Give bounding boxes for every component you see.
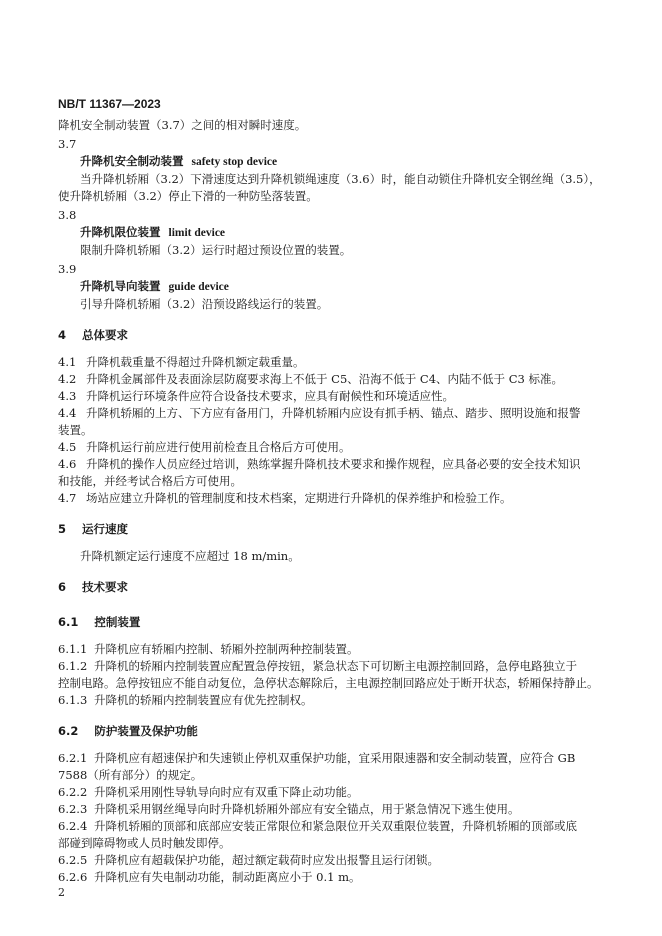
- clause-item: [58, 658, 610, 675]
- clause-text: 升降机轿厢的顶部和底部应安装正常限位和紧急限位开关双重限位装置，升降机轿厢的顶部或底: [94, 819, 577, 833]
- clause-number: 6.2.3: [58, 802, 88, 816]
- clause-item: [58, 371, 610, 388]
- clause-number: 6.1.3: [58, 693, 88, 707]
- clause-number: 6.2.1: [58, 751, 88, 765]
- clause-text: 升降机的轿厢内控制装置应配置急停按钮，紧急状态下可切断主电源控制回路，急停电路独立于: [94, 659, 577, 673]
- clause-item: [58, 784, 610, 801]
- clause-text: 升降机应有轿厢内控制、轿厢外控制两种控制装置。: [94, 642, 359, 656]
- clause-item: [58, 405, 610, 422]
- term-title: [80, 224, 610, 242]
- term-number: 3.8: [58, 208, 77, 222]
- section-6-1-heading: 6.1 控制装置: [58, 615, 141, 629]
- clause-item: [58, 852, 610, 869]
- section-6-heading: 6 技术要求: [58, 580, 129, 594]
- clause-text: 升降机载重量不得超过升降机额定载重量。: [86, 355, 305, 369]
- term-title: [80, 278, 610, 296]
- term-definition: 限制升降机轿厢（3.2）运行时超过预设位置的装置。: [80, 243, 352, 257]
- clause-number: 6.1.1: [58, 642, 88, 656]
- section-5-heading: 5 运行速度: [58, 522, 129, 536]
- term-number: 3.9: [58, 262, 77, 276]
- clause-item: [58, 692, 610, 709]
- terms-section: [58, 136, 610, 313]
- clause-number: 6.2.2: [58, 785, 88, 799]
- term-definition: 引导升降机轿厢（3.2）沿预设路线运行的装置。: [80, 297, 329, 311]
- clause-item: [58, 388, 610, 405]
- clause-item: [58, 818, 610, 835]
- clause-number: 4.3: [58, 389, 77, 403]
- page-number: 2: [58, 886, 65, 899]
- intro-line: 降机安全制动装置（3.7）之间的相对瞬时速度。: [58, 118, 307, 132]
- term-title: [80, 153, 610, 171]
- clause-text-continued: 控制电路。急停按钮应不能自动复位，急停状态解除后，主电源控制回路应处于断开状态，轿厢保持静止。: [58, 676, 599, 690]
- term-title-en: limit device: [168, 227, 226, 239]
- clause-text-continued: 装置。: [58, 423, 93, 437]
- clause-text: 升降机应有超速保护和失速锁止停机双重保护功能，宜采用限速器和安全制动装置，应符合 GB: [94, 751, 576, 765]
- clause-number: 6.1.2: [58, 659, 88, 673]
- clause-text: 升降机运行环境条件应符合设备技术要求，应具有耐候性和环境适应性。: [86, 389, 454, 403]
- clause-number: 4.7: [58, 491, 77, 505]
- clause-number: 4.6: [58, 457, 77, 471]
- clause-item: [58, 354, 610, 371]
- clause-text: 场站应建立升降机的管理制度和技术档案，定期进行升降机的保养维护和检验工作。: [86, 491, 512, 505]
- term-number: 3.7: [58, 137, 77, 151]
- standard-header: NB/T 11367—2023: [58, 97, 161, 111]
- clause-text: 升降机采用刚性导轨导向时应有双重下降止动功能。: [94, 785, 359, 799]
- clause-number: 4.4: [58, 406, 77, 420]
- clause-text: 升降机轿厢的上方、下方应有备用门，升降机轿厢内应设有抓手柄、锚点、踏步、照明设施和报警: [86, 406, 581, 420]
- clause-text: 升降机金属部件及表面涂层防腐要求海上不低于 C5、沿海不低于 C4、内陆不低于 C3 标准。: [86, 372, 563, 386]
- term-title-cn: 升降机导向装置: [80, 279, 161, 293]
- clause-number: 6.2.4: [58, 819, 88, 833]
- clause-number: 4.5: [58, 440, 77, 454]
- clause-item: [58, 490, 610, 507]
- clause-text: 升降机采用钢丝绳导向时升降机轿厢外部应有安全锚点，用于紧急情况下逃生使用。: [94, 802, 520, 816]
- term-title-en: safety stop device: [191, 156, 278, 168]
- term-title-cn: 升降机安全制动装置: [80, 154, 184, 168]
- clause-number: 6.2.6: [58, 870, 88, 884]
- term-definition: 当升降机轿厢（3.2）下滑速度达到升降机锁绳速度（3.6）时，能自动锁住升降机安全钢丝绳（3.5），: [80, 172, 601, 186]
- term-definition: 使升降机轿厢（3.2）停止下滑的一种防坠落装置。: [58, 189, 318, 203]
- section-5-text: 升降机额定运行速度不应超过 18 m/min。: [80, 549, 300, 563]
- document-page: [58, 96, 610, 886]
- section-6-2-items: [58, 750, 610, 886]
- section-4-items: [58, 354, 610, 507]
- clause-item: [58, 801, 610, 818]
- clause-number: 4.2: [58, 372, 77, 386]
- clause-text: 升降机应有失电制动功能，制动距离应小于 0.1 m。: [94, 870, 361, 884]
- term-title-en: guide device: [168, 281, 229, 293]
- clause-text-continued: 和技能，并经考试合格后方可使用。: [58, 474, 242, 488]
- clause-text: 升降机的操作人员应经过培训，熟练掌握升降机技术要求和操作规程，应具备必要的安全技术知识: [86, 457, 581, 471]
- clause-item: [58, 641, 610, 658]
- clause-text: 升降机运行前应进行使用前检查且合格后方可使用。: [86, 440, 351, 454]
- clause-number: 4.1: [58, 355, 77, 369]
- section-6-2-heading: 6.2 防护装置及保护功能: [58, 724, 198, 738]
- clause-text-continued: 7588（所有部分）的规定。: [58, 768, 203, 782]
- clause-text: 升降机的轿厢内控制装置应有优先控制权。: [94, 693, 313, 707]
- clause-item: [58, 750, 610, 767]
- clause-item: [58, 456, 610, 473]
- clause-text-continued: 部碰到障碍物或人员时触发即停。: [58, 836, 231, 850]
- clause-text: 升降机应有超载保护功能，超过额定载荷时应发出报警且运行闭锁。: [94, 853, 439, 867]
- clause-number: 6.2.5: [58, 853, 88, 867]
- section-6-1-items: [58, 641, 610, 709]
- clause-item: [58, 439, 610, 456]
- term-title-cn: 升降机限位装置: [80, 225, 161, 239]
- section-4-heading: 4 总体要求: [58, 328, 129, 342]
- clause-item: [58, 869, 610, 886]
